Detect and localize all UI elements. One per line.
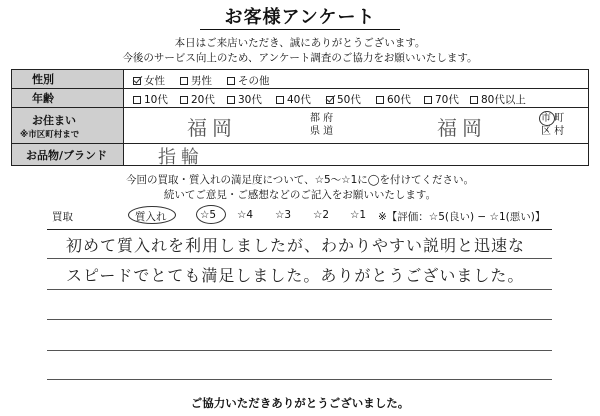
comment-line <box>47 350 552 351</box>
age-option-10s[interactable]: 10代 <box>133 92 168 107</box>
comment-line <box>47 319 552 320</box>
gender-option-male[interactable]: 男性 <box>180 73 212 88</box>
checkbox-other[interactable] <box>227 77 235 85</box>
intro-line-2: 今後のサービス向上のため、アンケート調査のご協力をお願いいたします。 <box>122 52 478 64</box>
star-1[interactable]: ☆1 <box>350 209 367 221</box>
shichiire-selection-circle <box>128 206 176 224</box>
checkbox-age-10s[interactable] <box>133 96 141 104</box>
survey-title: お客様アンケート <box>224 7 376 28</box>
age-option-60s[interactable]: 60代 <box>376 92 411 107</box>
question-intro-line-1: 今回の買取・質入れの満足度について、☆5〜☆1に◯を付けてください。 <box>125 174 475 186</box>
age-label: 年齢 <box>12 89 124 107</box>
age-option-30s[interactable]: 30代 <box>227 92 262 107</box>
checkbox-male[interactable] <box>180 77 188 85</box>
star-4[interactable]: ☆4 <box>237 209 254 221</box>
checkbox-age-70s[interactable] <box>424 96 432 104</box>
shichiire-option[interactable]: 質入れ <box>135 211 167 223</box>
star-3[interactable]: ☆3 <box>275 209 292 221</box>
item-label: お品物/ブランド <box>12 144 124 165</box>
question-intro-line-2: 続いてご意見・ご感想などのご記入をお願いいたします。 <box>163 189 437 201</box>
gender-option-other[interactable]: その他 <box>227 73 270 88</box>
checkbox-age-40s[interactable] <box>276 96 284 104</box>
city-handwritten[interactable]: 福岡 <box>437 116 487 140</box>
comment-line <box>47 289 552 290</box>
age-option-20s[interactable]: 20代 <box>180 92 215 107</box>
kaitori-option[interactable]: 買取 <box>52 211 73 223</box>
survey-form-table <box>11 69 589 166</box>
prefecture-handwritten[interactable]: 福岡 <box>187 116 237 140</box>
rating-scale-note: ※【評価：☆5(良い) − ☆1(悪い)】 <box>378 211 546 223</box>
prefecture-suffix-bottom: 県 道 <box>310 126 334 137</box>
comment-text-line-2: スピードでとても満足しました。ありがとうございました。 <box>66 266 525 285</box>
checkbox-age-20s[interactable] <box>180 96 188 104</box>
checkbox-age-60s[interactable] <box>376 96 384 104</box>
address-label: お住まい <box>32 113 76 127</box>
address-row <box>12 108 588 144</box>
intro-line-1: 本日はご来店いただき、誠にありがとうございます。 <box>174 37 426 49</box>
checkbox-female[interactable] <box>133 77 141 85</box>
prefecture-suffix-top: 都 府 <box>310 113 334 124</box>
gender-label: 性別 <box>12 70 124 88</box>
gender-row <box>12 70 588 89</box>
footer-thanks: ご協力いただきありがとうございました。 <box>190 396 410 410</box>
gender-option-female[interactable]: 女性 <box>133 73 165 88</box>
star-5[interactable]: ☆5 <box>200 209 217 221</box>
checkbox-age-80s-plus[interactable] <box>470 96 478 104</box>
age-row <box>12 89 588 108</box>
city-suffix-top: 市 町 <box>541 113 565 124</box>
title-underline <box>200 29 400 30</box>
comment-line <box>47 258 552 259</box>
city-suffix-bottom: 区 村 <box>541 126 565 137</box>
item-handwritten[interactable]: 指輪 <box>158 147 204 168</box>
star-2[interactable]: ☆2 <box>313 209 330 221</box>
comment-line <box>47 229 552 230</box>
comment-text-line-1: 初めて質入れを利用しましたが、わかりやすい説明と迅速な <box>66 236 526 255</box>
comment-line <box>47 379 552 380</box>
item-row <box>12 144 588 168</box>
checkbox-age-50s[interactable] <box>326 96 334 104</box>
address-label-cell <box>12 108 124 143</box>
age-option-50s[interactable]: 50代 <box>326 92 361 107</box>
age-option-70s[interactable]: 70代 <box>424 92 459 107</box>
age-option-80s-plus[interactable]: 80代以上 <box>470 92 526 107</box>
address-sublabel: ※市区町村まで <box>20 129 80 140</box>
star-5-selection-circle <box>196 205 226 224</box>
age-option-40s[interactable]: 40代 <box>276 92 311 107</box>
checkbox-age-30s[interactable] <box>227 96 235 104</box>
